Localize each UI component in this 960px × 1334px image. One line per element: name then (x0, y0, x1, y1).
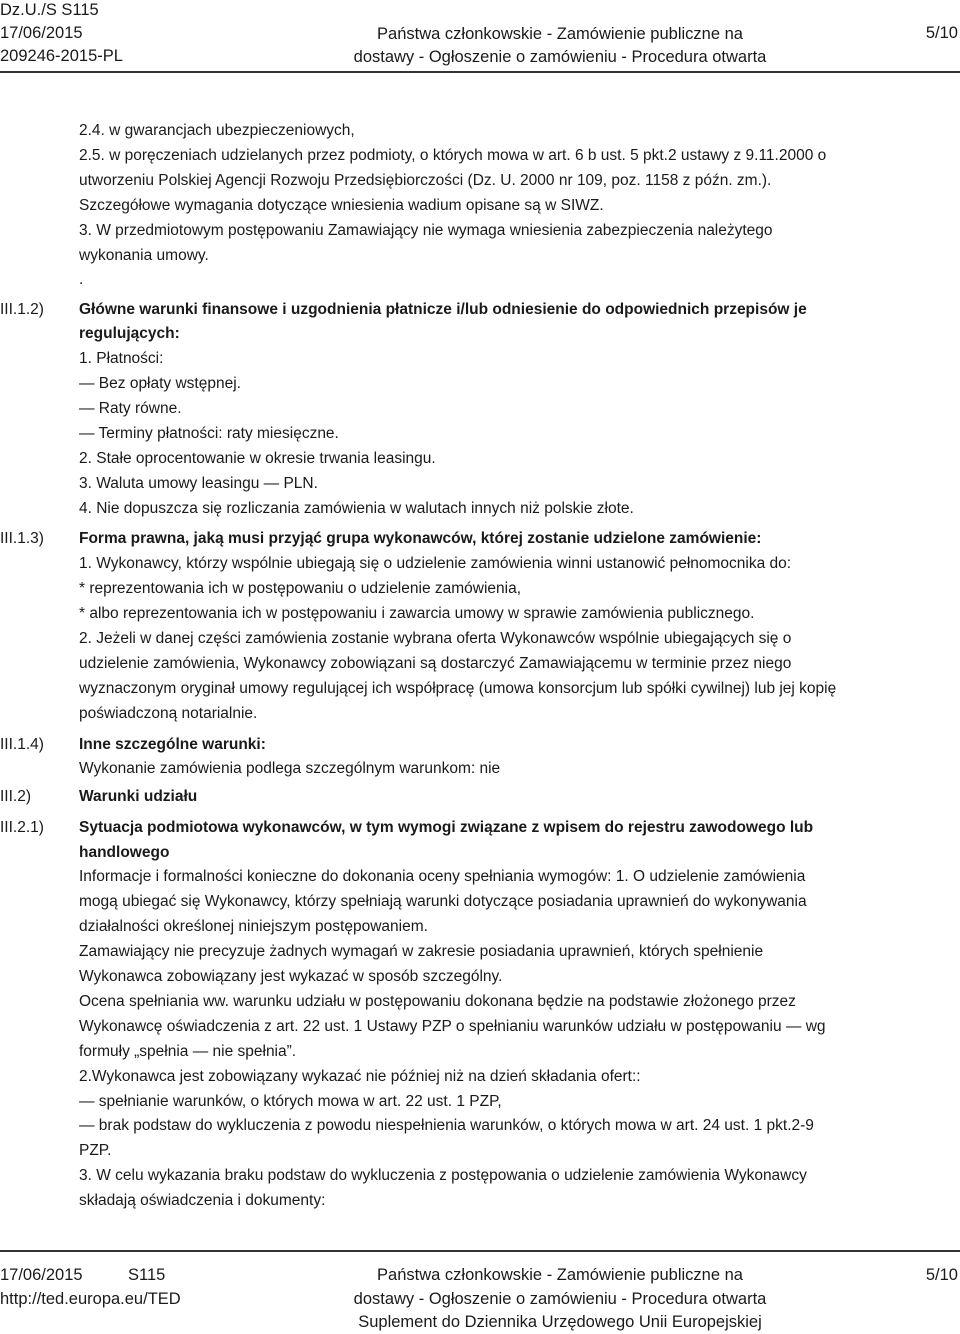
section-label-iii-1-2: III.1.2) (0, 301, 44, 318)
section-label-iii-1-4: III.1.4) (0, 736, 44, 753)
text-line: — Terminy płatności: raty miesięczne. (79, 425, 339, 442)
section-heading-payment-conditions: Główne warunki finansowe i uzgodnienia płatnicze i/lub odniesienie do odpowiednich przepisów je (79, 301, 807, 318)
text-line: Zamawiający nie precyzuje żadnych wymagań w zakresie posiadania uprawnień, których spełnienie (79, 943, 764, 960)
text-line: — Raty równe. (79, 400, 182, 417)
text-line: 2.5. w poręczeniach udzielanych przez podmioty, o których mowa w art. 6 b ust. 5 pkt.2 ustawy z 9.11.2000 o (79, 147, 827, 164)
footer-title-line2: dostawy - Ogłoszenie o zamówieniu - Procedura otwarta (353, 1290, 767, 1308)
header-date: 17/06/2015 (0, 24, 83, 42)
text-line: 3. W przedmiotowym postępowaniu Zamawiający nie wymaga wniesienia zabezpieczenia należytego (79, 222, 773, 239)
text-line: działalności określonej niniejszym postępowaniem. (79, 918, 428, 935)
text-line: mogą ubiegać się Wykonawcy, którzy spełniają warunki dotyczące posiadania uprawnień do wykonywania (79, 893, 807, 910)
section-heading-personal-situation: Sytuacja podmiotowa wykonawców, w tym wymogi związane z wpisem do rejestru zawodowego lub (79, 819, 814, 836)
text-line: * reprezentowania ich w postępowaniu o udzielenie zamówienia, (79, 580, 522, 597)
text-line: 1. Wykonawcy, którzy wspólnie ubiegają się o udzielenie zamówienia winni ustanowić pełnomocnika do: (79, 555, 792, 572)
section-heading-personal-situation-cont: handlowego (79, 844, 170, 861)
text-line: 2. Jeżeli w danej części zamówienia zostanie wybrana oferta Wykonawców wspólnie ubiegających się o (79, 630, 792, 647)
header-notice-id: 209246-2015-PL (0, 47, 123, 65)
text-line: . (79, 271, 84, 288)
text-line: formuły „spełnia — nie spełnia”. (79, 1043, 297, 1060)
footer-supplement: Suplement do Dziennika Urzędowego Unii Europejskiej (358, 1313, 762, 1331)
header-journal-ref: Dz.U./S S115 (0, 1, 99, 19)
section-heading-legal-form: Forma prawna, jaką musi przyjąć grupa wykonawców, której zostanie udzielone zamówienie: (79, 530, 762, 547)
section-heading-participation: Warunki udziału (79, 788, 198, 805)
section-heading-other-conditions: Inne szczególne warunki: (79, 736, 266, 753)
footer-page-number: 5/10 (925, 1266, 958, 1284)
text-line: poświadczoną notarialnie. (79, 705, 258, 722)
text-line: — spełnianie warunków, o których mowa w art. 22 ust. 1 PZP, (79, 1093, 502, 1110)
text-line: Wykonawca zobowiązany jest wykazać w sposób szczególny. (79, 968, 503, 985)
footer-divider (0, 1250, 960, 1252)
text-line: PZP. (79, 1142, 112, 1159)
text-line: wykonania umowy. (79, 247, 209, 264)
text-line: składają oświadczenia i dokumenty: (79, 1192, 326, 1209)
text-line: utworzeniu Polskiej Agencji Rozwoju Przedsiębiorczości (Dz. U. 2000 nr 109, poz. 1158 z późn. zm.). (79, 172, 772, 189)
text-line: Informacje i formalności konieczne do dokonania oceny spełniania wymogów: 1. O udzielenie zamówienia (79, 868, 806, 885)
section-heading-payment-conditions-cont: regulujących: (79, 325, 180, 342)
text-line: — Bez opłaty wstępnej. (79, 375, 241, 392)
text-line: 1. Płatności: (79, 350, 164, 367)
header-divider (0, 71, 960, 73)
section-label-iii-2: III.2) (0, 788, 32, 805)
section-label-iii-2-1: III.2.1) (0, 819, 44, 836)
text-line: Wykonanie zamówienia podlega szczególnym warunkom: nie (79, 760, 501, 777)
footer-date: 17/06/2015 (0, 1266, 83, 1284)
text-line: 2. Stałe oprocentowanie w okresie trwania leasingu. (79, 450, 436, 467)
footer-title-line1: Państwa członkowskie - Zamówienie publiczne na (377, 1266, 743, 1284)
text-line: 4. Nie dopuszcza się rozliczania zamówienia w walutach innych niż polskie złote. (79, 500, 634, 517)
text-line: — brak podstaw do wykluczenia z powodu niespełnienia warunków, o których mowa w art. 24 ust. 1 pkt.2-9 (79, 1117, 814, 1134)
text-line: 2.4. w gwarancjach ubezpieczeniowych, (79, 122, 355, 139)
text-line: Ocena spełniania ww. warunku udziału w postępowaniu dokonana będzie na podstawie złożonego przez (79, 993, 796, 1010)
text-line: Szczegółowe wymagania dotyczące wniesienia wadium opisane są w SIWZ. (79, 197, 604, 214)
footer-code: S115 (128, 1266, 166, 1284)
header-title-line1: Państwa członkowskie - Zamówienie publiczne na (377, 25, 743, 43)
text-line: udzielenie zamówienia, Wykonawcy zobowiązani są dostarczyć Zamawiającemu w terminie przez niego (79, 655, 792, 672)
header-page-number: 5/10 (925, 24, 958, 42)
text-line: * albo reprezentowania ich w postępowaniu i zawarcia umowy w sprawie zamówienia publicznego. (79, 605, 755, 622)
text-line: 2.Wykonawca jest zobowiązany wykazać nie później niż na dzień składania ofert:: (79, 1068, 641, 1085)
text-line: wyznaczonym oryginał umowy regulującej ich współpracę (umowa konsorcjum lub spółki cywilnej) lub jej kopię (79, 680, 837, 697)
text-line: Wykonawcę oświadczenia z art. 22 ust. 1 Ustawy PZP o spełnianiu warunków udziału w postępowaniu — wg (79, 1018, 826, 1035)
text-line: 3. Waluta umowy leasingu — PLN. (79, 475, 318, 492)
section-label-iii-1-3: III.1.3) (0, 530, 44, 547)
header-title-line2: dostawy - Ogłoszenie o zamówieniu - Procedura otwarta (353, 48, 767, 66)
text-line: 3. W celu wykazania braku podstaw do wykluczenia z postępowania o udzielenie zamówienia Wykonawcy (79, 1167, 807, 1184)
footer-url-link[interactable]: http://ted.europa.eu/TED (0, 1290, 181, 1308)
